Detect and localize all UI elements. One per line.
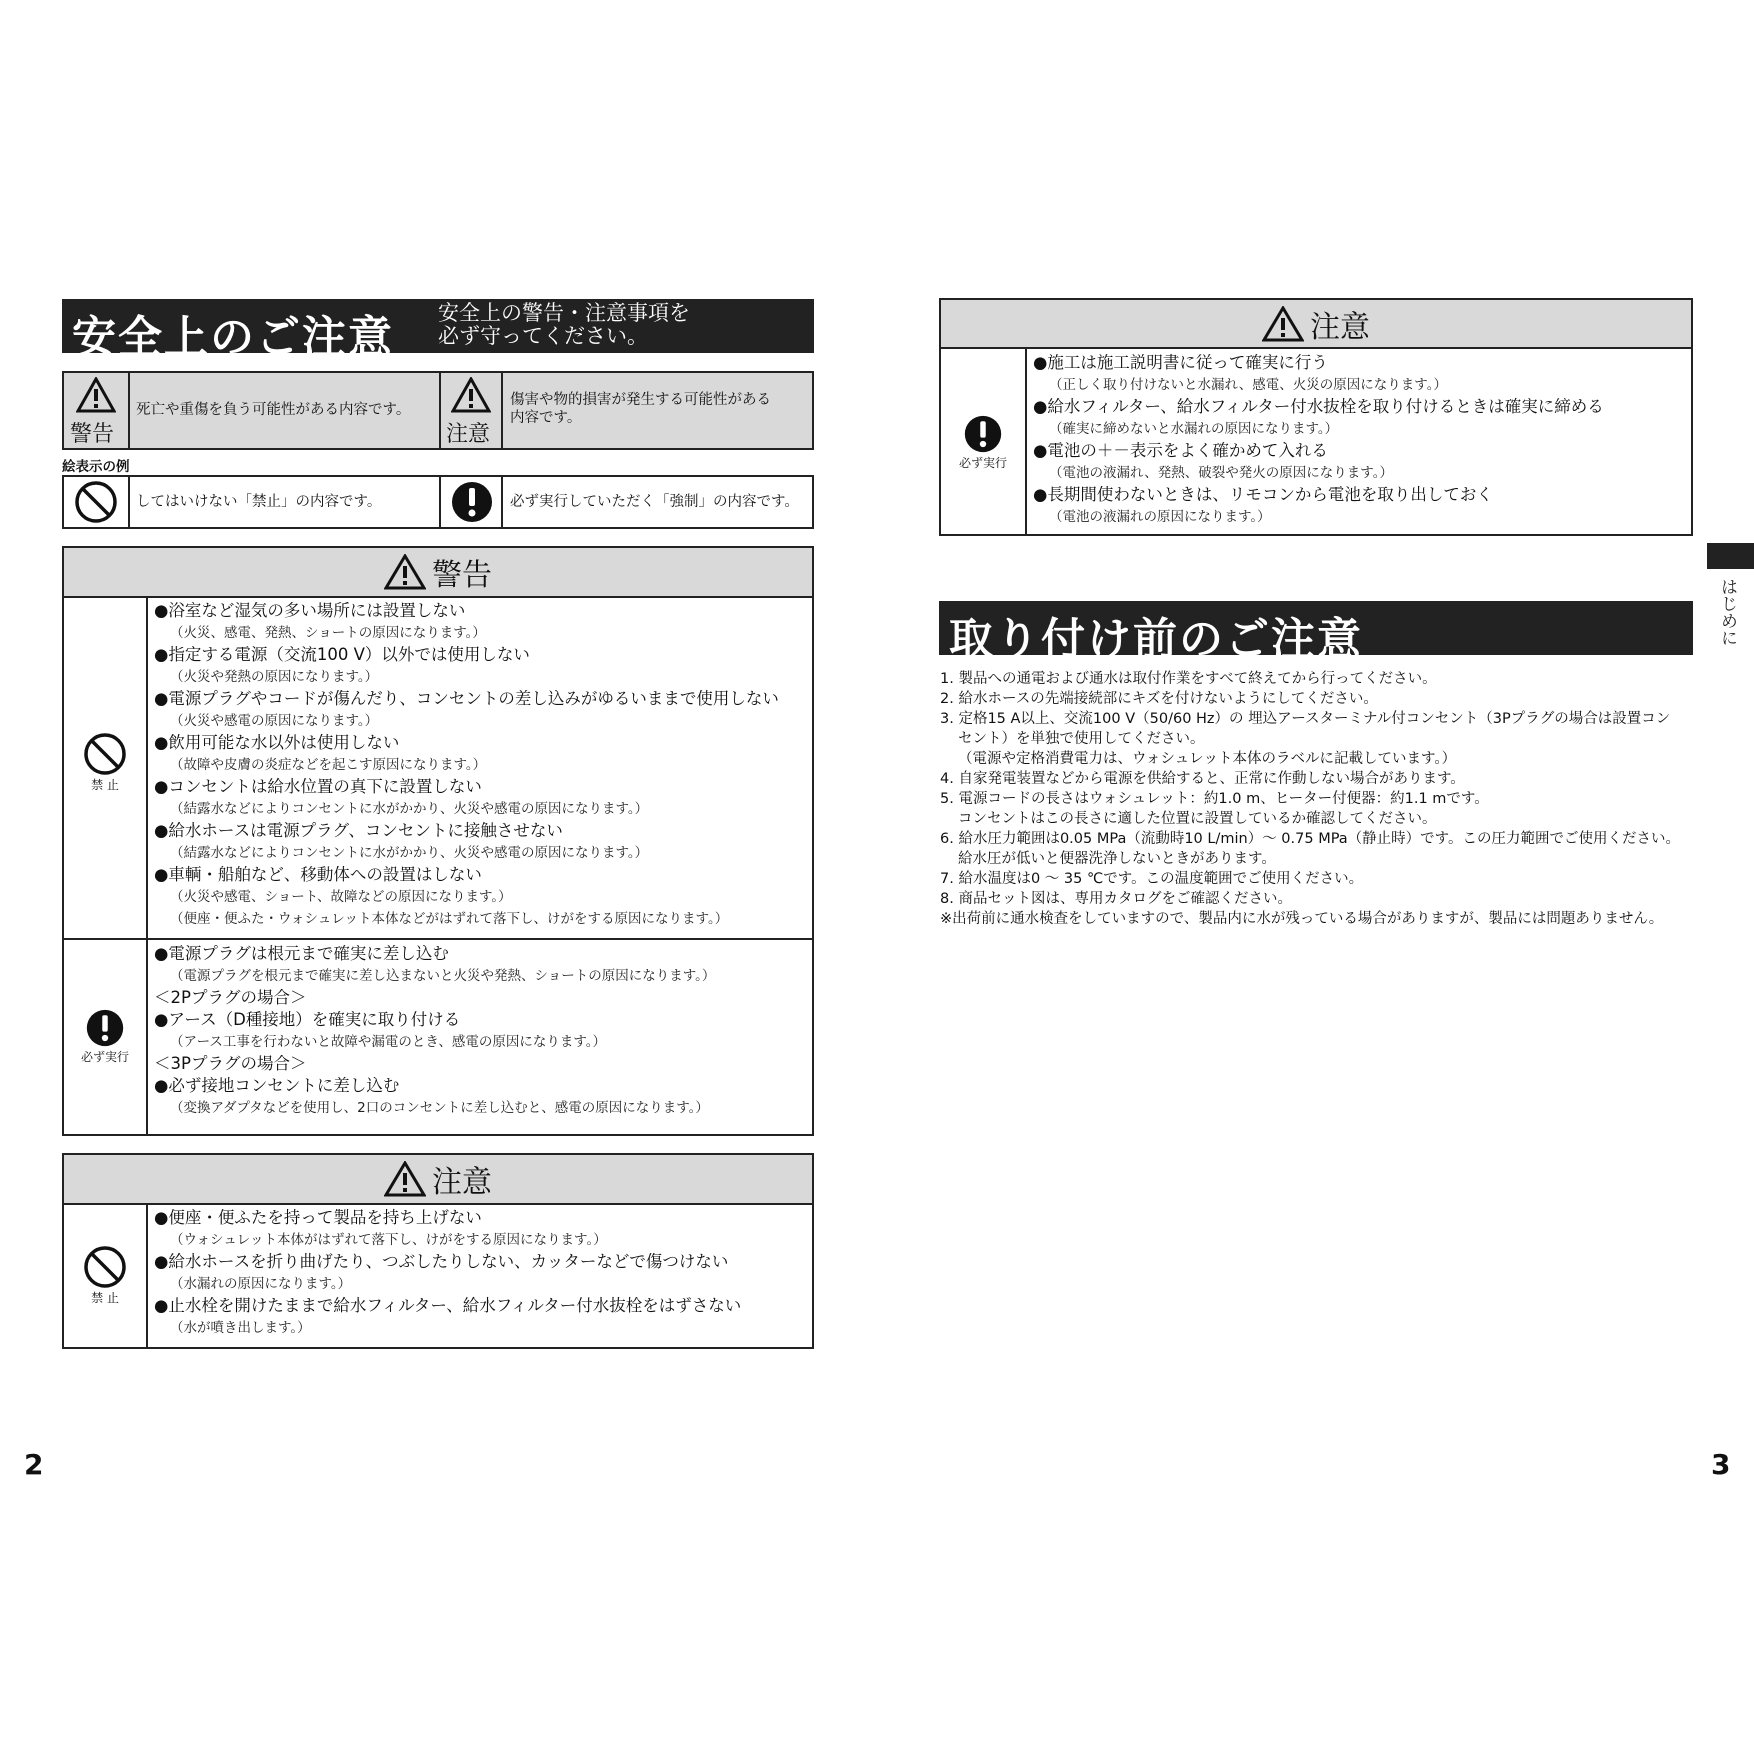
header-subtitle-line2: 必ず守ってください。	[438, 324, 648, 348]
caution-box-header	[941, 300, 1691, 349]
list-item-note: （正しく取り付けないと水漏れ、感電、火災の原因になります。）	[1049, 377, 1447, 393]
caution-mandatory-pictogram	[941, 414, 1025, 471]
warning-mandatory-list	[154, 943, 715, 1119]
mandatory-icon	[85, 1008, 125, 1048]
list-item: 4. 自家発電装置などから電源を供給すると、正常に作動しない場合があります。	[940, 771, 1465, 787]
prohibit-icon	[83, 1245, 127, 1289]
list-item: セント）を単独で使用してください。	[958, 731, 1205, 747]
caution-box-title: 注意	[1310, 309, 1370, 345]
list-item: コンセントはこの長さに適した位置に設置しているか確認してください。	[958, 811, 1437, 827]
list-item: ●電源プラグは根元まで確実に差し込む	[154, 944, 449, 963]
list-item: ●電源プラグやコードが傷んだり、コンセントの差し込みがゆるいままで使用しない （火災や感電の原因になります。）	[154, 689, 779, 729]
warning-box-header	[64, 548, 812, 598]
list-item: 3. 定格15 A以上、交流100 V（50/60 Hz）の 埋込アースターミナル付コンセント（3Pプラグの場合は設置コン	[940, 711, 1671, 727]
caution-box-title: 注意	[432, 1165, 492, 1200]
legend-warning-label: 警告	[70, 422, 115, 447]
caution-right-list	[1033, 352, 1604, 528]
list-item-note: （アース工事を行わないと故障や漏電のとき、感電の原因になります。）	[170, 1034, 607, 1050]
warning-prohibit-list	[154, 600, 779, 930]
warning-triangle-icon	[384, 1161, 426, 1197]
list-item: 1. 製品への通電および通水は取付作業をすべて終えてから行ってください。	[940, 671, 1437, 687]
list-item: ●長期間使わないときは、リモコンから電池を取り出しておく	[1033, 485, 1493, 504]
list-item: 2. 給水ホースの先端接続部にキズを付けないようにしてください。	[940, 691, 1378, 707]
list-item: ●浴室など湿気の多い場所には設置しない （火災、感電、発熱、ショートの原因になります。）	[154, 601, 486, 641]
list-item: ●アース（D種接地）を確実に取り付ける	[154, 1010, 461, 1029]
list-item: ●便座・便ふたを持って製品を持ち上げない	[154, 1208, 482, 1227]
list-item: ●給水ホースを折り曲げたり、つぶしたりしない、カッターなどで傷つけない	[154, 1252, 729, 1271]
pre-install-list	[940, 669, 1680, 929]
header-subtitle-line1: 安全上の警告・注意事項を	[438, 301, 690, 325]
legend-mandatory-text: 必ず実行していただく「強制」の内容です。	[510, 494, 799, 510]
list-item: ●飲用可能な水以外は使用しない （故障や皮膚の炎症などを起こす原因になります。）	[154, 733, 487, 773]
legend-prohibit-text: してはいけない「禁止」の内容です。	[136, 494, 382, 510]
list-item: 5. 電源コードの長さはウォシュレット：約1.0 m、ヒーター付便器：約1.1 mです。	[940, 791, 1489, 807]
mandatory-label: 必ず実行	[80, 1050, 129, 1064]
caution-box-left	[62, 1153, 814, 1349]
caution-prohibit-pictogram	[64, 1245, 146, 1306]
caution-box-header	[64, 1155, 812, 1205]
list-item: ●指定する電源（交流100 V）以外では使用しない （火災や発熱の原因になります。）	[154, 645, 530, 685]
legend-warning-text: 死亡や重傷を負う可能性がある内容です。	[136, 402, 411, 418]
caution-left-list	[154, 1207, 741, 1339]
left-section-header	[62, 299, 814, 363]
side-tab	[1707, 543, 1754, 569]
list-item: ●必ず接地コンセントに差し込む	[154, 1076, 400, 1095]
list-item-note: （電源プラグを根元まで確実に差し込まないと火災や発熱、ショートの原因になります。）	[170, 968, 716, 984]
list-item-note: （水漏れの原因になります。）	[170, 1276, 352, 1292]
prohibit-icon	[83, 732, 127, 776]
warning-triangle-icon	[1262, 306, 1304, 342]
list-item: ●給水ホースは電源プラグ、コンセントに接触させない （結露水などによりコンセントに水がかかり、火災や感電の原因になります。）	[154, 821, 649, 861]
mandatory-icon	[450, 480, 494, 524]
legend-signal-words	[62, 371, 814, 450]
example-heading: 絵表示の例	[62, 459, 130, 475]
legend-caution-text-line2: 内容です。	[510, 410, 582, 426]
list-item-note: （電池の液漏れの原因になります。）	[1049, 509, 1271, 525]
list-item: （電源や定格消費電力は、ウォシュレット本体のラベルに記載しています。）	[958, 751, 1457, 767]
footnote: ※出荷前に通水検査をしていますので、製品内に水が残っている場合がありますが、製品には問題ありません。	[940, 911, 1664, 927]
warning-prohibit-pictogram	[64, 732, 146, 793]
plug-type-heading: ＜2Pプラグの場合＞	[154, 988, 307, 1007]
list-item-note: （ウォシュレット本体がはずれて落下し、けがをする原因になります。）	[170, 1232, 607, 1248]
page-number-right: 3	[1711, 1448, 1731, 1481]
mandatory-icon	[963, 414, 1003, 454]
list-item: ●給水フィルター、給水フィルター付水抜栓を取り付けるときは確実に締める	[1033, 397, 1604, 416]
caution-box-right	[939, 298, 1693, 536]
legend-warning-icon	[64, 373, 128, 448]
page-number-left: 2	[24, 1448, 44, 1481]
pre-install-title: 取り付け前のご注意	[949, 614, 1363, 665]
list-item: 8. 商品セット図は、専用カタログをご確認ください。	[940, 891, 1292, 907]
warning-box	[62, 546, 814, 1136]
side-tab-label: はじめに	[1717, 578, 1737, 646]
list-item: ●電池の＋－表示をよく確かめて入れる	[1033, 441, 1328, 460]
pre-install-header	[939, 601, 1693, 665]
mandatory-label: 必ず実行	[958, 456, 1007, 470]
list-item: 6. 給水圧力範囲は0.05 MPa（流動時10 L/min）～ 0.75 MPa（静止時）です。この圧力範囲でご使用ください。	[940, 831, 1681, 847]
list-item: ●止水栓を開けたままで給水フィルター、給水フィルター付水抜栓をはずさない	[154, 1296, 742, 1315]
prohibit-label: 禁 止	[91, 1291, 119, 1305]
prohibit-label: 禁 止	[91, 778, 119, 792]
header-subtitle	[438, 302, 690, 348]
warning-mandatory-pictogram	[64, 1008, 146, 1065]
warning-triangle-icon	[384, 554, 426, 590]
page-title: 安全上のご注意	[72, 312, 394, 363]
list-item: ●施工は施工説明書に従って確実に行う	[1033, 353, 1328, 372]
list-item: ●コンセントは給水位置の真下に設置しない （結露水などによりコンセントに水がかかり、火災や感電の原因になります。）	[154, 777, 649, 817]
list-item-note: （水が噴き出します。）	[170, 1320, 311, 1336]
legend-caution-text	[510, 391, 771, 427]
list-item-note: （電池の液漏れ、発熱、破裂や発火の原因になります。）	[1049, 465, 1393, 481]
list-item-note: （確実に締めないと水漏れの原因になります。）	[1049, 421, 1339, 437]
list-item: 給水圧が低いと便器洗浄しないときがあります。	[958, 851, 1276, 867]
list-item: 7. 給水温度は0 ～ 35 ℃です。この温度範囲でご使用ください。	[940, 871, 1364, 887]
prohibit-icon	[74, 480, 118, 524]
list-item-note: （変換アダプタなどを使用し、2口のコンセントに差し込むと、感電の原因になります。）	[170, 1100, 709, 1116]
warning-box-title: 警告	[432, 558, 492, 593]
legend-caution-text-line1: 傷害や物的損害が発生する可能性がある	[510, 392, 771, 408]
legend-pictograms	[62, 475, 814, 529]
list-item: ●車輌・船舶など、移動体への設置はしない （火災や感電、ショート、故障などの原因になります。） （便座・便ふた・ウォシュレット本体などがはずれて落下し、けがをする原因になります。）	[154, 865, 729, 927]
plug-type-heading: ＜3Pプラグの場合＞	[154, 1054, 307, 1073]
legend-caution-icon	[441, 373, 501, 448]
legend-caution-label: 注意	[446, 422, 491, 447]
